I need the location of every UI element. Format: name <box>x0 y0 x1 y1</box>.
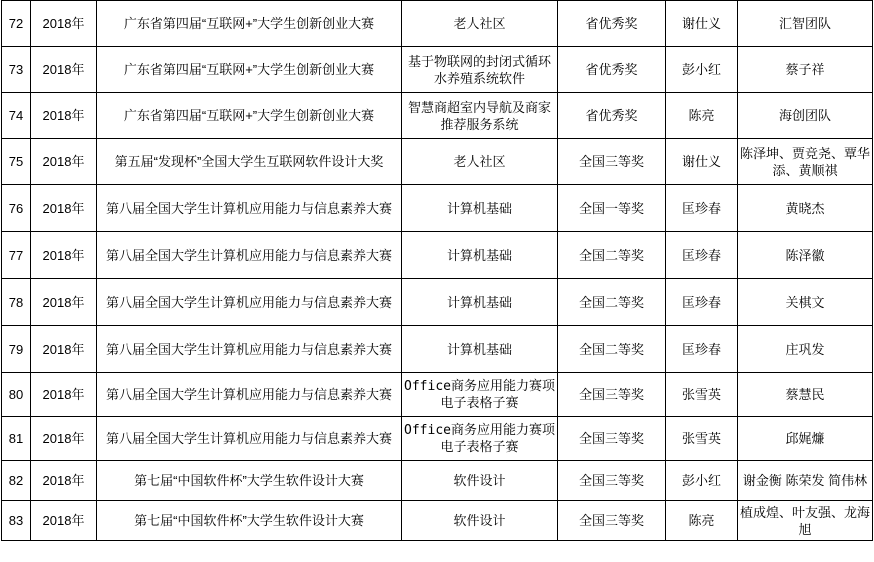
cell-students: 汇智团队 <box>738 1 873 47</box>
cell-competition: 第七届“中国软件杯”大学生软件设计大赛 <box>97 501 402 541</box>
cell-index: 81 <box>2 417 31 461</box>
cell-teacher: 匡珍春 <box>666 185 738 232</box>
cell-project: Office商务应用能力赛项电子表格子赛 <box>402 373 558 417</box>
cell-teacher: 谢仕义 <box>666 139 738 185</box>
cell-project: 计算机基础 <box>402 279 558 326</box>
cell-competition: 第八届全国大学生计算机应用能力与信息素养大赛 <box>97 373 402 417</box>
cell-award: 省优秀奖 <box>558 93 666 139</box>
cell-award: 全国三等奖 <box>558 373 666 417</box>
cell-project: 基于物联网的封闭式循环水养殖系统软件 <box>402 47 558 93</box>
cell-students: 陈泽徽 <box>738 232 873 279</box>
cell-project: 老人社区 <box>402 139 558 185</box>
table-row <box>2 417 873 461</box>
cell-project: 计算机基础 <box>402 185 558 232</box>
cell-year: 2018年 <box>31 501 97 541</box>
cell-students: 蔡子祥 <box>738 47 873 93</box>
cell-award: 省优秀奖 <box>558 1 666 47</box>
cell-competition: 第七届“中国软件杯”大学生软件设计大赛 <box>97 461 402 501</box>
cell-students: 关棋文 <box>738 279 873 326</box>
cell-year: 2018年 <box>31 373 97 417</box>
cell-index: 74 <box>2 93 31 139</box>
cell-award: 全国二等奖 <box>558 326 666 373</box>
cell-index: 79 <box>2 326 31 373</box>
cell-index: 77 <box>2 232 31 279</box>
cell-teacher: 张雪英 <box>666 417 738 461</box>
cell-year: 2018年 <box>31 185 97 232</box>
cell-competition: 第八届全国大学生计算机应用能力与信息素养大赛 <box>97 326 402 373</box>
cell-competition: 第八届全国大学生计算机应用能力与信息素养大赛 <box>97 185 402 232</box>
cell-year: 2018年 <box>31 461 97 501</box>
table-row <box>2 373 873 417</box>
cell-students: 谢金衡 陈荣发 简伟林 <box>738 461 873 501</box>
cell-year: 2018年 <box>31 93 97 139</box>
cell-students: 蔡慧民 <box>738 373 873 417</box>
cell-project: 软件设计 <box>402 501 558 541</box>
cell-award: 全国一等奖 <box>558 185 666 232</box>
award-records-table <box>1 0 873 541</box>
table-row <box>2 279 873 326</box>
cell-project: 老人社区 <box>402 1 558 47</box>
cell-teacher: 匡珍春 <box>666 279 738 326</box>
cell-award: 全国三等奖 <box>558 461 666 501</box>
table-row <box>2 185 873 232</box>
table-row <box>2 93 873 139</box>
cell-year: 2018年 <box>31 1 97 47</box>
cell-competition: 第八届全国大学生计算机应用能力与信息素养大赛 <box>97 232 402 279</box>
cell-students: 海创团队 <box>738 93 873 139</box>
cell-award: 全国三等奖 <box>558 417 666 461</box>
table-row <box>2 501 873 541</box>
cell-index: 76 <box>2 185 31 232</box>
cell-index: 73 <box>2 47 31 93</box>
cell-index: 72 <box>2 1 31 47</box>
cell-award: 全国二等奖 <box>558 232 666 279</box>
cell-teacher: 陈亮 <box>666 501 738 541</box>
cell-project: 软件设计 <box>402 461 558 501</box>
cell-students: 植成煌、叶友强、龙海旭 <box>738 501 873 541</box>
cell-index: 78 <box>2 279 31 326</box>
cell-project: 计算机基础 <box>402 326 558 373</box>
cell-students: 陈泽坤、贾竞尧、覃华添、黄顺祺 <box>738 139 873 185</box>
cell-teacher: 谢仕义 <box>666 1 738 47</box>
cell-competition: 广东省第四届“互联网+”大学生创新创业大赛 <box>97 1 402 47</box>
cell-award: 全国三等奖 <box>558 501 666 541</box>
cell-project: Office商务应用能力赛项电子表格子赛 <box>402 417 558 461</box>
cell-award: 全国二等奖 <box>558 279 666 326</box>
cell-teacher: 陈亮 <box>666 93 738 139</box>
cell-index: 75 <box>2 139 31 185</box>
cell-competition: 第五届“发现杯”全国大学生互联网软件设计大奖 <box>97 139 402 185</box>
table-row <box>2 47 873 93</box>
cell-teacher: 匡珍春 <box>666 326 738 373</box>
cell-index: 80 <box>2 373 31 417</box>
table-row <box>2 139 873 185</box>
cell-project: 智慧商超室内导航及商家推荐服务系统 <box>402 93 558 139</box>
table-row <box>2 326 873 373</box>
cell-students: 庄巩发 <box>738 326 873 373</box>
cell-award: 全国三等奖 <box>558 139 666 185</box>
cell-year: 2018年 <box>31 139 97 185</box>
cell-index: 83 <box>2 501 31 541</box>
cell-year: 2018年 <box>31 279 97 326</box>
cell-students: 邱娓燫 <box>738 417 873 461</box>
cell-competition: 广东省第四届“互联网+”大学生创新创业大赛 <box>97 47 402 93</box>
cell-index: 82 <box>2 461 31 501</box>
cell-project: 计算机基础 <box>402 232 558 279</box>
cell-year: 2018年 <box>31 326 97 373</box>
cell-teacher: 彭小红 <box>666 461 738 501</box>
cell-students: 黄晓杰 <box>738 185 873 232</box>
table-row <box>2 232 873 279</box>
cell-competition: 广东省第四届“互联网+”大学生创新创业大赛 <box>97 93 402 139</box>
table-row <box>2 1 873 47</box>
cell-year: 2018年 <box>31 417 97 461</box>
cell-teacher: 张雪英 <box>666 373 738 417</box>
table-row <box>2 461 873 501</box>
cell-award: 省优秀奖 <box>558 47 666 93</box>
cell-teacher: 彭小红 <box>666 47 738 93</box>
cell-competition: 第八届全国大学生计算机应用能力与信息素养大赛 <box>97 417 402 461</box>
table-body <box>2 1 873 541</box>
cell-year: 2018年 <box>31 232 97 279</box>
cell-year: 2018年 <box>31 47 97 93</box>
cell-teacher: 匡珍春 <box>666 232 738 279</box>
cell-competition: 第八届全国大学生计算机应用能力与信息素养大赛 <box>97 279 402 326</box>
